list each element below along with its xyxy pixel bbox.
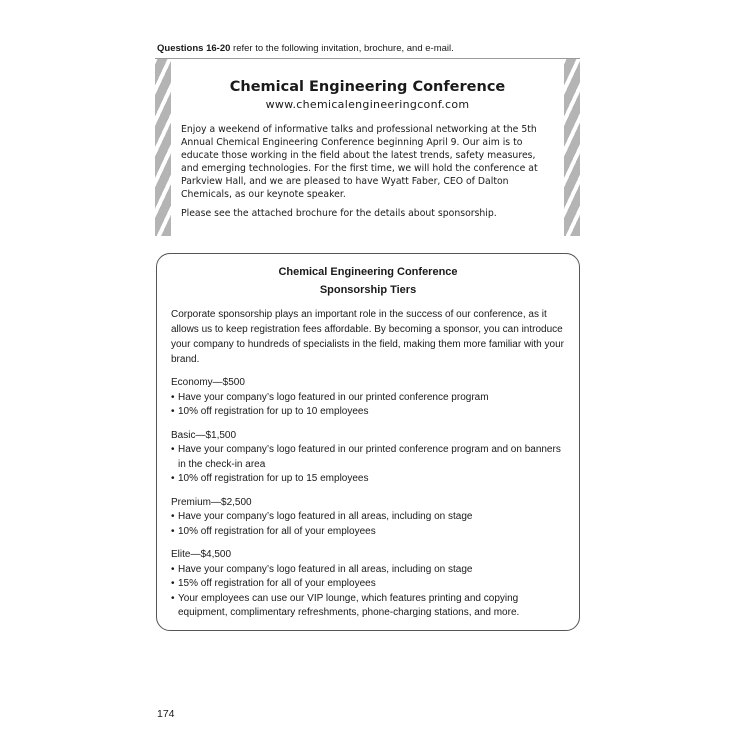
tier-benefit-item: [171, 525, 565, 540]
sponsorship-tiers: [171, 376, 565, 621]
bullet-icon: •: [171, 473, 175, 484]
tier-section: [171, 496, 565, 540]
tier-benefit-text: 10% off registration for all of your employees: [178, 525, 376, 537]
tier-benefits-list: [171, 443, 565, 487]
tier-name: Basic—$1,500: [171, 429, 237, 441]
left-decorative-stripe: [155, 59, 171, 236]
tier-benefit-item: [171, 592, 565, 621]
tier-benefit-text: 15% off registration for all of your employees: [178, 578, 376, 589]
tier-benefit-item: [171, 577, 565, 592]
tier-section: [171, 548, 565, 621]
brochure-card: [156, 253, 580, 631]
tier-benefit-text: Have your company’s logo featured in all areas, including on stage: [178, 511, 473, 522]
brochure-intro: Corporate sponsorship plays an important role in the success of our conference, as it allows us to keep registration fees affordable. By becoming a sponsor, you can introduce your company to hundreds of specialists in the field, making them more familiar with your brand.: [171, 309, 564, 365]
questions-description: refer to the following invitation, brochure, and e-mail.: [230, 43, 454, 54]
bullet-icon: •: [171, 511, 175, 522]
tier-benefit-text: 10% off registration for up to 15 employees: [178, 473, 369, 484]
tier-benefit-text: Your employees can use our VIP lounge, which features printing and copying equipment, complimentary refreshments, phone-charging stations, and more.: [178, 592, 520, 618]
invitation-title: Chemical Engineering Conference: [229, 79, 506, 95]
brochure-subtitle: Sponsorship Tiers: [319, 284, 417, 296]
invitation-card: [155, 58, 580, 236]
bullet-icon: •: [171, 391, 175, 403]
bullet-icon: •: [171, 444, 175, 455]
tier-benefit-item: [171, 391, 565, 406]
tier-benefit-text: Have your company’s logo featured in our printed conference program: [178, 391, 489, 403]
tier-name: Economy—$500: [171, 377, 245, 388]
bullet-icon: •: [171, 406, 175, 417]
bullet-icon: •: [171, 578, 175, 589]
tier-name: Elite—$4,500: [171, 549, 232, 560]
tier-name: Premium—$2,500: [171, 496, 252, 508]
right-decorative-stripe: [564, 59, 580, 236]
tier-benefit-item: [171, 443, 565, 472]
tier-benefits-list: [171, 510, 565, 539]
invitation-body: Enjoy a weekend of informative talks and professional networking at the 5th Annual Chemical Engineering Conference beginning April 9. Our aim is to educate those working in the field about the latest trends, safety measures, and emerging technologies. For the first time, we will hold the conference at Parkview Hall, and we are pleased to have Wyatt Faber, CEO of Dalton Chemicals, as our keynote speaker.: [181, 124, 538, 200]
tier-benefit-text: Have your company’s logo featured in our printed conference program and on banners in the check-in area: [178, 444, 561, 470]
page-number: 174: [157, 708, 175, 720]
tier-benefit-text: Have your company’s logo featured in all areas, including on stage: [178, 563, 473, 575]
tier-benefit-text: 10% off registration for up to 10 employees: [178, 406, 369, 417]
bullet-icon: •: [171, 525, 175, 537]
tier-benefit-item: [171, 405, 565, 420]
tier-benefit-item: [171, 563, 565, 578]
tier-section: [171, 429, 565, 487]
bullet-icon: •: [171, 592, 175, 604]
tier-benefit-item: [171, 472, 565, 487]
invitation-note: Please see the attached brochure for the details about sponsorship.: [181, 208, 497, 219]
brochure-title: Chemical Engineering Conference: [278, 266, 458, 278]
invitation-url: www.chemicalengineeringconf.com: [265, 98, 470, 111]
bullet-icon: •: [171, 563, 175, 575]
tier-benefit-item: [171, 510, 565, 525]
tier-section: [171, 376, 565, 420]
questions-instruction: [157, 43, 454, 54]
tier-benefits-list: [171, 563, 565, 621]
questions-range: Questions 16-20: [157, 43, 231, 54]
tier-benefits-list: [171, 391, 565, 420]
